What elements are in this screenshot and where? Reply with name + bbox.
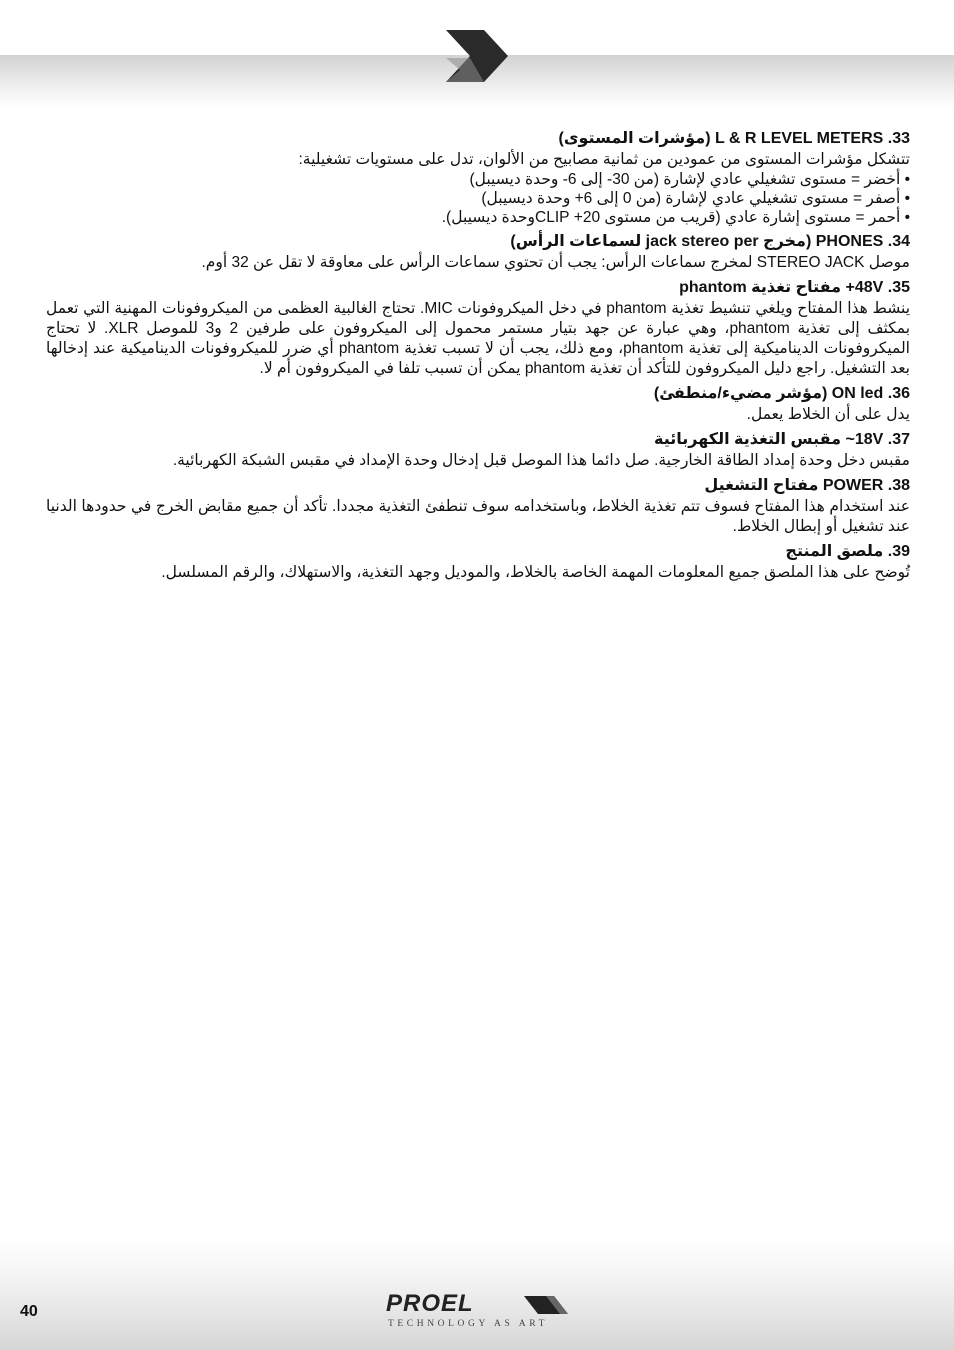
section-heading: 34. PHONES (مخرج jack stereo per لسماعات الرأس) xyxy=(510,233,910,250)
section-on-led xyxy=(46,383,910,425)
section-level-meters xyxy=(46,128,910,227)
logo-arrow-icon xyxy=(524,1294,570,1316)
section-heading: 33. L & R LEVEL METERS (مؤشرات المستوى) xyxy=(558,130,910,147)
section-text: عند استخدام هذا المفتاح فسوف تتم تغذية الخلاط، وباستخدامه سوف تنطفئ التغذية مجددا. تأكد أن جميع مقابض الخرج في حدودها الدنيا عند تشغيل أو إبطال الخلاط. xyxy=(46,498,910,535)
section-phantom xyxy=(46,277,910,379)
section-phones xyxy=(46,231,910,273)
section-heading: 36. ON led (مؤشر مضيء/منطفئ) xyxy=(653,385,910,402)
section-power-switch xyxy=(46,475,910,537)
logo-tagline: TECHNOLOGY AS ART xyxy=(388,1319,549,1329)
section-text: موصل STEREO JACK لمخرج سماعات الرأس: يجب أن تحتوي سماعات الرأس على معاوقة لا تقل عن 32 أوم. xyxy=(201,254,910,271)
manual-content xyxy=(46,128,910,587)
bullet-yellow: • أصفر = مستوى تشغيلي عادي لإشارة (من 0 إلى 6+ وحدة ديسيبل) xyxy=(481,190,910,207)
section-product-label xyxy=(46,541,910,583)
bullet-green: • أخضر = مستوى تشغيلي عادي لإشارة (من 30- إلى 6- وحدة ديسيبل) xyxy=(469,171,910,188)
page-number: 40 xyxy=(20,1303,38,1320)
section-heading: 38. POWER مفتاح التشغيل xyxy=(704,477,910,494)
proel-logo xyxy=(386,1290,570,1334)
section-text: تتشكل مؤشرات المستوى من عمودين من ثمانية مصابيح من الألوان، تدل على مستويات تشغيلية: xyxy=(298,151,910,168)
section-text: ينشط هذا المفتاح ويلغي تنشيط تغذية phantom في دخل الميكروفونات MIC. تحتاج الغالبية العظمى من الميكروفونات المهنية التي تعمل بمكثف إلى تغذية phantom، وهي عبارة عن جهد بتيار مستمر محمول إلى الميكروفون على طرفين 2 و3 للموصل XLR. لا تحتاج الميكروفونات الديناميكية إلى تغذية phantom، ومع ذلك، يجب أن لا تسبب تغذية phantom أي ضرر للميكروفونات الديناميكية عند إدخالها بعد التشغيل. راجع دليل الميكروفون للتأكد أن تغذية phantom يمكن أن تسبب تلفا في الميكروفون أم لا. xyxy=(46,300,911,377)
section-text: مقبس دخل وحدة إمداد الطاقة الخارجية. صل دائما هذا الموصل قبل إدخال وحدة الإمداد في مقبس الشبكة الكهربائية. xyxy=(172,452,910,469)
section-text: يدل على أن الخلاط يعمل. xyxy=(746,406,910,423)
logo-wordmark: PROEL xyxy=(386,1290,474,1317)
section-power-socket xyxy=(46,429,910,471)
section-text: تُوضح على هذا الملصق جميع المعلومات المهمة الخاصة بالخلاط، والموديل وجهد التغذية، والاستهلاك، والرقم المسلسل. xyxy=(161,564,910,581)
section-heading: 35. 48V+ مفتاح تغذية phantom xyxy=(679,279,910,296)
bullet-red: • أحمر = مستوى إشارة عادي (قريب من مستوى 20+ CLIPوحدة ديسيبل). xyxy=(441,209,910,226)
section-heading: 37. 18V~ مقبس التغذية الكهربائية xyxy=(654,431,910,448)
chevron-right-icon xyxy=(444,28,510,84)
section-heading: 39. ملصق المنتج xyxy=(785,543,910,560)
